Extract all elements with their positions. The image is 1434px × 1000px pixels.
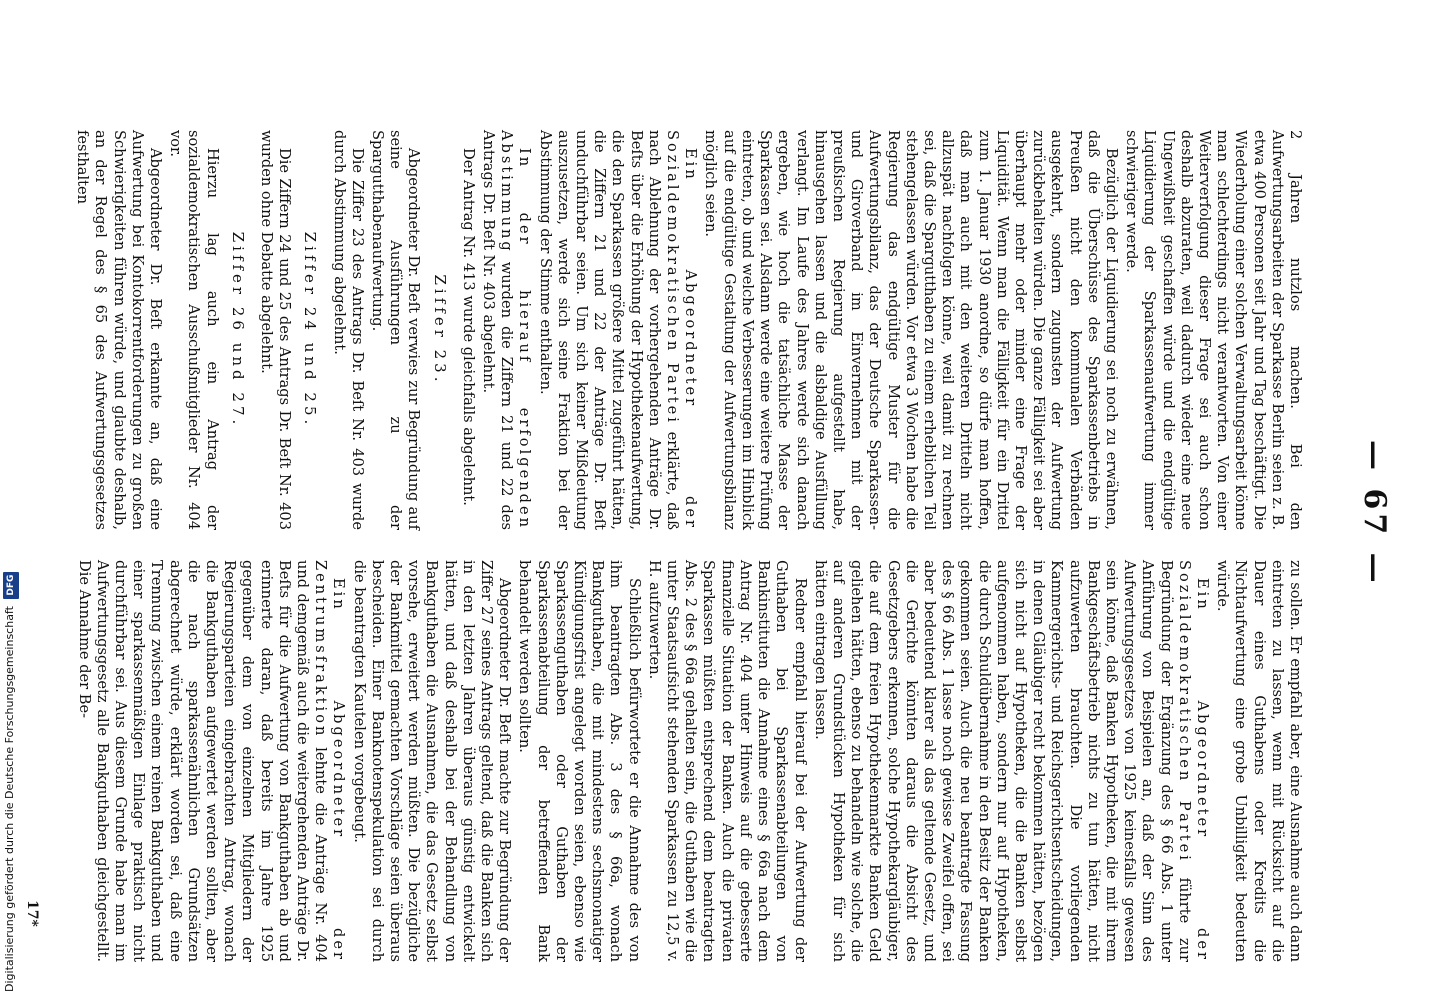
paragraph: Abgeordneter Dr. Beſt verwies zur Begründung auf seine Ausführungen zu der Spargutthabenaufwertung. xyxy=(369,130,423,530)
speaker-lead: In der hierauf erfolgenden Abstimmung xyxy=(498,130,534,530)
text-column-right xyxy=(75,560,1304,962)
paragraph xyxy=(535,130,699,530)
page-number: — 67 — xyxy=(1357,440,1392,587)
signature-mark: 17* xyxy=(24,900,40,927)
paragraph xyxy=(479,130,534,530)
paragraph-text: erklärte, daß nach Ablehnung der vorhergehenden Anträge Dr. Beſts über die Erhöhung der Hypothekenaufwertung, die den Sparkassen größere Mittel zugeführt hätten, die Ziffern 21 und 22 der Anträge Dr. Beſt unduchführbar seien. Um sich keiner Mißdeutung auszusetzen, werde sich seine Fraktion bei der Abstimmung der Stimme enthalten. xyxy=(536,130,682,531)
section-heading: Ziffer 23. xyxy=(430,274,449,386)
credit-text: Digitalisierung gefördert durch die Deutsche Forschungsgemeinschaft xyxy=(3,606,16,992)
paragraph-text: lehnte die Anträge Nr. 404 und demgemäß auch die weitergehenden Anträge Dr. Beſts für die Aufwertung von Bankguthaben ab und erinnerte daran, daß bereits im Jahre 1925 gegenüber dem von einzelnen Mitgliedern der Regierungsparteien eingebrachten Antrag, wonach die Bankguthaben aufgewertet werden sollten, aber die nach sparkassenähnlichen Grundsätzen abgerechnet würde, erklärt worden sei, daß eine Trennung zwischen einem reinen Bankguthaben und einer sparkassenmäßigen Einlage praktisch nicht durchführbar sei. Aus diesem Grunde habe man im Aufwertungsgesetz alle Bankguthaben gleichgestellt. Die Annahme der Be- xyxy=(75,560,330,962)
paragraph-text: führte zur Begründung der Ergänzung des § 66 Abs. 1 unter Anführung von Beispielen an, daß der Sinn des Aufwertungsgesetzes von 1925 keinesfalls gewesen sein könne, daß Banken Hypotheken, die mit ihrem Bankgeschäftsbetrieb nichts zu tun hätten, nicht aufzuwerten brauchten. Die vorliegenden Kammergerichts- und Reichsgerichtsentscheidungen, in denen Gläubiger recht bekommen hätten, bezögen sich nicht auf Hypotheken, die die Banken selbst aufgenommen haben, sondern nur auf Hypotheken, die durch Schuldübernahme in den Besitz der Banken gekommen seien. Auch die neu beantragte Fassung des § 66 Abs. 1 lasse noch gewisse Zweifel offen, sei aber bedeutend klarer als das geltende Gesetz, und die Gerichte könnten daraus die Absicht des Gesetzgebers erkennen, solche Hypothekargläubiger, die auf dem freien Hypothekenmarkte Banken Geld geliehen hätten, ebenso zu behandeln wie solche, die auf anderen Grundstücken Hypotheken für sich hätten eintragen lassen. xyxy=(811,560,1193,962)
paragraph: Bezüglich der Liquidierung sei noch zu erwähnen, daß die Überschüsse des Sparkassenbetriebs in Preußen nicht den kommunalen Verbänden ausgekehrt, sondern zugunsten der Aufwertung zurückbehalten würden. Die ganze Fälligkeit sei aber überhaupt mehr oder minder eine Frage der Liquidität. Wenn man die Fälligkeit für ein Drittel zum 1. Januar 1930 anordne, so dürfe man hoffen, daß man auch mit den weiteren Dritteln nicht allzuspät nachfolgen könne, weil damit zu rechnen sei, daß die Spargutthaben zu einem erheblichen Teil stehengelassen würden. Vor etwa 3 Wochen habe die Regierung das endgültige Muster für die Aufwertungsbilanz, das der Deutsche Sparkassen- und Giroverband im Einvernehmen mit der preußischen Regierung aufgestellt habe, hinausgehen lassen und die alsbaldige Ausfüllung verlangt. Im Laufe des Jahres werde sich danach ergeben, wie hoch die tatsächliche Masse der Sparkassen sei. Alsdann werde eine weitere Prüfung eintreten, ob und welche Verbesserungen im Hinblick auf die endgültige Gestaltung der Aufwertungsbilanz möglich seien. xyxy=(702,130,1120,530)
paragraph: Abgeordneter Dr. Beſt erkannte an, daß eine Aufwertung bei Kontokorrentforderungen zu großen Schwierigkeiten führen würde, und glaubte deshalb, an der Regel des § 65 des Aufwertungsgesetzes festhalten xyxy=(74,130,165,530)
paragraph xyxy=(74,560,347,962)
paragraph: Abgeordneter Dr. Beſt machte zur Begründung der Ziffer 27 seines Antrags geltend, daß die Banken sich in den letzten Jahren überaus günstig entwickelt hätten, und daß deshalb bei der Behandlung von Bankguthaben die Ausnahmen, die das Gesetz selbst vorsehe, erweitert werden müßten. Die bezügliche der Bankmittel gemachten Vorschläge seien überaus bescheiden. Einer Banknotenspekulation sei durch die beantragten Kautelen vorgebeugt. xyxy=(350,560,514,962)
paragraph: 2 Jahren nutzlos machen. Bei den Aufwertungsarbeiten der Sparkasse Berlin seien z. B. etwa 400 Personen seit Jahr und Tag beschäftigt. Die Wiederholung einer solchen Verwaltungsarbeit könne man schlechterdings nicht verantworten. Von einer Weiterverfolgung dieser Frage sei auch schon deshalb abzuraten, weil dadurch wieder eine neue Ungewißheit geschaffen würde und die endgültige Liquidierung der Sparkassenaufwertung immer schwieriger werde. xyxy=(1123,130,1304,530)
speaker-lead: Ein Abgeordneter der Sozialdemokratischen Partei xyxy=(1175,560,1211,962)
section-heading: Ziffer 24 und 25. xyxy=(301,231,320,429)
paragraph: Redner empfahl hierauf bei der Aufwertung der Guthaben bei Sparkassenabteilungen von Bankinstituten die Annahme eines § 66a nach dem Antrag Nr. 404 unter Hinweis auf die gebesserte finanzielle Situation der Banken. Auch die privaten Sparkassen müßten entsprechend dem beantragten Abs. 2 des § 66a gehalten sein, die Guthaben wie die unter Staatsaufsicht stehenden Sparkassen zu 12,5 v. H. aufzuwerten. xyxy=(645,560,809,962)
paragraph xyxy=(811,560,1211,962)
paragraph: Die Ziffer 23 des Antrags Dr. Beſt Nr. 403 wurde durch Abstimmung abgelehnt. xyxy=(330,130,366,530)
paragraph: zu sollen. Er empfahl aber, eine Ausnahme auch dann eintreten zu lassen, wenn mit Rücksicht auf die Dauer eines Guthabens oder Kredits die Nichtaufwertung eine grobe Unbilligkeit bedeuten würde. xyxy=(1214,560,1304,962)
speaker-lead: Ein Abgeordneter der Sozialdemokratischen Partei xyxy=(664,130,700,530)
speaker-lead: Ein Abgeordneter der Zentrumsfraktion xyxy=(312,560,348,962)
paragraph: Der Antrag Nr. 413 wurde gleichfalls abgelehnt. xyxy=(459,148,477,506)
text-column-left xyxy=(74,130,1304,531)
paragraph: Die Ziffern 24 und 25 des Antrags Dr. Beſt Nr. 403 wurden ohne Debatte abgelehnt. xyxy=(258,130,294,530)
paragraph: Schließlich befürwortete er die Annahme des von ihm beantragten Abs. 3 des § 66a, wonach Bankguthaben, die mit mindestens sechsmonatiger Kündigungsfrist angelegt worden seien, ebenso wie Sparkassenguthaben oder Guthaben der Sparkassenabteilung der betreffenden Bank behandelt werden sollten. xyxy=(516,560,643,962)
section-heading: Ziffer 26 und 27. xyxy=(228,231,247,429)
funding-credit xyxy=(2,292,18,992)
paragraph: Hierzu lag auch ein Antrag der sozialdemokratischen Ausschußmitglieder Nr. 404 vor. xyxy=(167,130,221,530)
paragraph-text: wurden die Ziffern 21 und 22 des Antrags Dr. Beſt Nr. 403 abgelehnt. xyxy=(480,130,516,530)
dfg-logo: DFG xyxy=(3,572,19,599)
